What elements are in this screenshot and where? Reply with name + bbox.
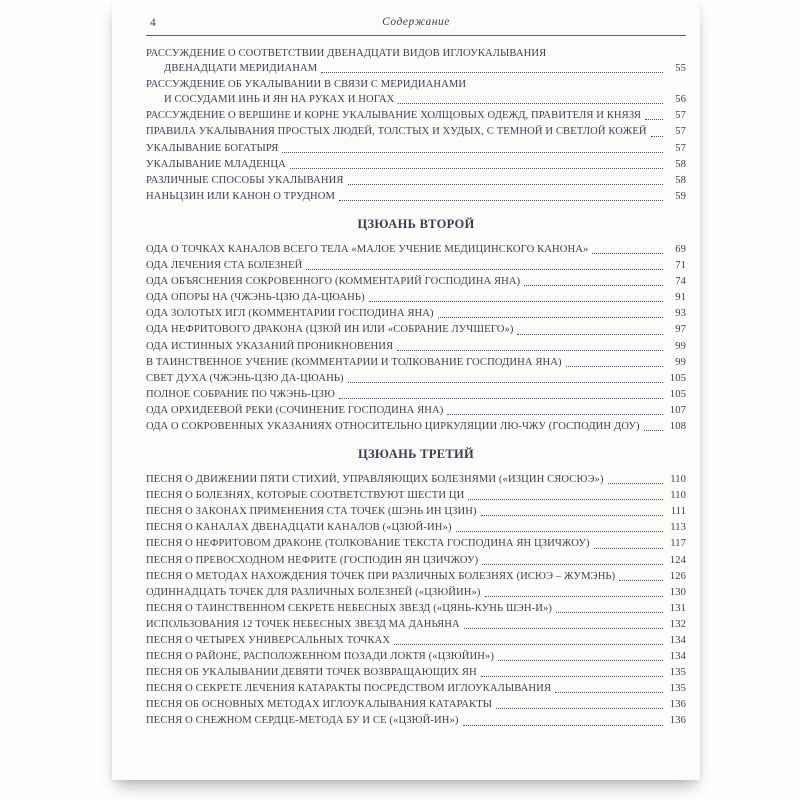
toc-entry-text: НАНЬЦЗИН ИЛИ КАНОН О ТРУДНОМ — [146, 190, 335, 202]
toc-entry-lastline — [146, 569, 686, 584]
toc-page-number: 93 — [675, 308, 686, 320]
dot-leader — [619, 580, 663, 581]
toc-entry-text: ПЕСНЯ О КАНАЛАХ ДВЕНАДЦАТИ КАНАЛОВ («ЦЗЮЙ-ИН») — [146, 522, 452, 534]
toc-entry-lastline — [146, 189, 686, 204]
toc-page-number: 124 — [669, 554, 686, 566]
toc-entry — [146, 242, 686, 257]
toc-entry — [146, 617, 686, 632]
toc-entry-lastline — [146, 290, 686, 305]
toc-entry-lastline — [146, 242, 686, 257]
dot-leader — [339, 398, 663, 399]
toc-entry-text: УКАЛЫВАНИЕ МЛАДЕНЦА — [146, 158, 286, 170]
toc-entry — [146, 258, 686, 273]
dot-leader — [348, 184, 663, 185]
dot-leader — [348, 382, 663, 383]
toc-page-number: 134 — [669, 635, 686, 646]
toc-entry — [146, 157, 686, 172]
toc-entry — [146, 173, 686, 188]
toc-entry — [146, 371, 686, 386]
dot-leader — [524, 285, 663, 286]
toc-entry-lastline — [146, 649, 686, 664]
toc-entry-text: ПЕСНЯ О ЧЕТЫРЕХ УНИВЕРСАЛЬНЫХ ТОЧКАХ — [146, 635, 391, 646]
toc-page-number: 57 — [675, 110, 686, 122]
toc-entry — [146, 189, 686, 204]
toc-entry — [146, 339, 686, 354]
toc-entry — [146, 355, 686, 370]
toc-entry — [146, 322, 686, 337]
toc-entry-lastline — [146, 713, 686, 728]
dot-leader — [608, 483, 663, 484]
toc-entry-lastline — [146, 306, 686, 321]
toc-entry — [146, 290, 686, 305]
toc-entry — [146, 585, 686, 600]
toc-entry-lastline — [146, 92, 686, 107]
toc-page-number: 91 — [675, 292, 686, 304]
toc-entry-text: ОДА НЕФРИТОВОГО ДРАКОНА (ЦЗЮЙ ИН ИЛИ «СОБРАНИЕ ЛУЧШЕГО») — [146, 324, 514, 336]
toc-entry — [146, 419, 686, 434]
toc-page-number: 117 — [670, 538, 686, 550]
toc-page-number: 71 — [675, 260, 686, 272]
toc-entry-lastline — [146, 371, 686, 386]
toc-page-number: 105 — [669, 372, 686, 384]
dot-leader — [463, 725, 664, 726]
toc-entry — [146, 569, 686, 584]
toc-entry-text: ИСПОЛЬЗОВАНИЯ 12 ТОЧЕК НЕБЕСНЫХ ЗВЕЗД МА ДАНЬЯНА — [146, 618, 460, 630]
toc-entry-text: ПЕСНЯ О СЕКРЕТЕ ЛЕЧЕНИЯ КАТАРАКТЫ ПОСРЕДСТВОМ ИГЛОУКАЛЫВАНИЯ — [146, 683, 552, 695]
toc-entry-lastline — [146, 419, 686, 434]
toc-entry — [146, 553, 686, 568]
toc-entry-lastline — [146, 633, 686, 648]
toc-entry-text: ОДА О ТОЧКАХ КАНАЛОВ ВСЕГО ТЕЛА «МАЛОЕ УЧЕНИЕ МЕДИЦИНСКОГО КАНОНА» — [146, 243, 589, 255]
toc-entry-lastline — [146, 520, 686, 535]
toc-entry-text: ПЕСНЯ О МЕТОДАХ НАХОЖДЕНИЯ ТОЧЕК ПРИ РАЗЛИЧНЫХ БОЛЕЗНЯХ (ИСЮЭ – ЖУМЭНЬ) — [146, 570, 616, 582]
toc-page-number: 107 — [669, 404, 686, 416]
toc-entry-lastline — [146, 61, 686, 76]
toc-entry-lastline — [146, 553, 686, 568]
toc-page-number: 111 — [670, 506, 686, 518]
toc-entry-lastline — [146, 157, 686, 172]
book-page — [112, 0, 700, 780]
toc-entry — [146, 601, 686, 616]
toc-entry-text: СВЕТ ДУХА (ЧЖЭНЬ-ЦЗЮ ДА-ЦЮАНЬ) — [146, 372, 344, 384]
toc-entry — [146, 520, 686, 535]
toc-entry-text: ОДИННАДЦАТЬ ТОЧЕК ДЛЯ РАЗЛИЧНЫХ БОЛЕЗНЕЙ («ЦЗЮЙИН») — [146, 586, 481, 598]
dot-leader — [566, 366, 663, 367]
toc-entry-lastline — [146, 601, 686, 616]
dot-leader — [339, 200, 663, 201]
toc-entry — [146, 713, 686, 728]
toc-entry-text: ОДА ОПОРЫ НА (ЧЖЭНЬ-ЦЗЮ ДА-ЦЮАНЬ) — [146, 292, 365, 304]
toc-entry-text: ОДА ИСТИННЫХ УКАЗАНИЙ ПРОНИКНОВЕНИЯ — [146, 340, 394, 352]
dot-leader — [464, 628, 663, 629]
toc-entry-text: И СОСУДАМИ ИНЬ И ЯН НА РУКАХ И НОГАХ — [164, 94, 395, 106]
toc-entry — [146, 649, 686, 664]
dot-leader — [485, 596, 663, 597]
toc-page-number: 136 — [669, 715, 686, 727]
dot-leader — [438, 317, 663, 318]
dot-leader — [447, 414, 663, 415]
toc-page-number: 113 — [670, 522, 686, 534]
toc-page-number: 58 — [675, 174, 686, 186]
toc-entry-lastline — [146, 124, 686, 139]
toc-entry-text: ПРАВИЛА УКАЛЫВАНИЯ ПРОСТЫХ ЛЮДЕЙ, ТОЛСТЫХ И ХУДЫХ, С ТЕМНОЙ И СВЕТЛОЙ КОЖЕЙ — [146, 126, 647, 138]
header-rule — [146, 35, 686, 36]
toc-entry-text: ПЕСНЯ О НЕФРИТОВОМ ДРАКОНЕ (ТОЛКОВАНИЕ ТЕКСТА ГОСПОДИНА ЯН ЦЗИЧЖОУ) — [146, 538, 590, 550]
toc-entry — [146, 124, 686, 139]
toc-entry — [146, 681, 686, 696]
toc-entry — [146, 697, 686, 712]
section-heading: ЦЗЮАНЬ ТРЕТИЙ — [357, 447, 475, 462]
toc-entry-text: ПЕСНЯ О ТАИНСТВЕННОМ СЕКРЕТЕ НЕБЕСНЫХ ЗВЕЗД («ЦЯНЬ-КУНЬ ШЭН-И») — [146, 602, 553, 614]
toc-entry-text: ОДА ЗОЛОТЫХ ИГЛ (КОММЕНТАРИИ ГОСПОДИНА ЯНА) — [146, 308, 434, 320]
toc-entry-text: ПОЛНОЕ СОБРАНИЕ ПО ЧЖЭНЬ-ЦЗЮ — [146, 388, 336, 400]
toc-page-number: 110 — [670, 490, 686, 502]
running-title: Содержание — [382, 16, 450, 28]
toc-entry — [146, 488, 686, 503]
toc-entry — [146, 274, 686, 289]
toc-page-number: 74 — [675, 276, 686, 288]
dot-leader — [397, 350, 663, 351]
toc-entry-lastline — [146, 339, 686, 354]
toc-page-number: 105 — [669, 388, 686, 400]
toc-entry-lastline — [146, 488, 686, 503]
toc-entry — [146, 403, 686, 418]
dot-leader — [594, 548, 663, 549]
toc-entry-text: ОДА ОБЪЯСНЕНИЯ СОКРОВЕННОГО (КОММЕНТАРИЙ ГОСПОДИНА ЯНА) — [146, 276, 521, 288]
toc-entry-lastline — [146, 274, 686, 289]
dot-leader — [369, 301, 663, 302]
toc-page-number: 136 — [669, 699, 686, 711]
toc-page-number: 69 — [675, 243, 686, 255]
toc-page-number: 135 — [669, 667, 686, 679]
dot-leader — [592, 253, 663, 254]
toc-entry-lastline — [146, 585, 686, 600]
toc-entry-text: РАЗЛИЧНЫЕ СПОСОБЫ УКАЛЫВАНИЯ — [146, 174, 344, 186]
dot-leader — [645, 119, 663, 120]
dot-leader — [644, 430, 663, 431]
dot-leader — [394, 644, 663, 645]
toc-entry-lastline — [146, 403, 686, 418]
toc-entry-text: ПЕСНЯ О СНЕЖНОМ СЕРДЦЕ-МЕТОДА БУ И СЕ («ЦЗЮЙ-ИН») — [146, 715, 459, 727]
dot-leader — [517, 334, 663, 335]
toc-entry-lastline — [146, 173, 686, 188]
toc-page-number: 57 — [675, 126, 686, 138]
dot-leader — [556, 612, 663, 613]
toc-entry-text: РАССУЖДЕНИЕ О СООТВЕТСТВИИ ДВЕНАДЦАТИ ВИДОВ ИГЛОУКАЛЫВАНИЯ — [146, 48, 547, 59]
toc-page-number: 58 — [675, 158, 686, 170]
toc-entry-text: ПЕСНЯ О РАЙОНЕ, РАСПОЛОЖЕННОМ ПОЗАДИ ЛОКТЯ («ЦЗЮЙИН») — [146, 651, 495, 663]
dot-leader — [290, 168, 663, 169]
section-heading: ЦЗЮАНЬ ВТОРОЙ — [357, 216, 475, 231]
toc-page-number: 59 — [675, 190, 686, 202]
toc-entry-text: ПЕСНЯ ОБ ОСНОВНЫХ МЕТОДАХ ИГЛОУКАЛЫВАНИЯ КАТАРАКТЫ — [146, 699, 493, 711]
toc-page-number: 131 — [669, 602, 686, 614]
toc-entry-lastline — [146, 472, 686, 487]
dot-leader — [468, 499, 663, 500]
toc-entry-lastline — [146, 536, 686, 551]
dot-leader — [651, 136, 663, 137]
toc-page-number: 132 — [669, 618, 686, 630]
running-head — [146, 16, 686, 32]
toc-page-number: 108 — [669, 420, 686, 432]
toc-page-number: 99 — [675, 356, 686, 368]
toc-entry-text: ПЕСНЯ О ДВИЖЕНИИ ПЯТИ СТИХИЙ, УПРАВЛЯЮЩИХ БОЛЕЗНЯМИ («ИЗЦИН СЯОСЮЭ») — [146, 474, 604, 486]
dot-leader — [482, 564, 663, 565]
toc-entry — [146, 633, 686, 648]
toc-entry-text: В ТАИНСТВЕННОЕ УЧЕНИЕ (КОММЕНТАРИИ И ТОЛКОВАНИЕ ГОСПОДИНА ЯНА) — [146, 356, 562, 368]
toc-entry-text: ПЕСНЯ ОБ УКАЛЫВАНИИ ДЕВЯТИ ТОЧЕК ВОЗВРАЩАЮЩИХ ЯН — [146, 667, 477, 679]
toc-entry-lastline — [146, 504, 686, 519]
toc-entry — [146, 108, 686, 123]
toc-page-number: 56 — [675, 94, 686, 106]
toc-entry-text: ПЕСНЯ О ЗАКОНАХ ПРИМЕНЕНИЯ СТА ТОЧЕК (ШЭНЬ ИН ЦЗИН) — [146, 506, 477, 518]
toc-entry — [146, 504, 686, 519]
toc-page-number: 126 — [669, 570, 686, 582]
dot-leader — [456, 531, 663, 532]
toc-page-number: 130 — [669, 586, 686, 598]
toc-entry-lastline — [146, 665, 686, 680]
toc-entry — [146, 536, 686, 551]
toc-entry — [146, 665, 686, 680]
toc-page-number: 97 — [675, 324, 686, 336]
dot-leader — [282, 152, 663, 153]
dot-leader — [555, 692, 663, 693]
toc-entry-lastline — [146, 141, 686, 156]
toc-entry-lastline — [146, 681, 686, 696]
toc-entry-text: ПЕСНЯ О ПРЕВОСХОДНОМ НЕФРИТЕ (ГОСПОДИН ЯН ЦЗИЧЖОУ) — [146, 554, 479, 566]
dot-leader — [481, 676, 663, 677]
toc-entry-lastline — [146, 258, 686, 273]
toc-entry-text: УКАЛЫВАНИЕ БОГАТЫРЯ — [146, 142, 279, 154]
toc-entry — [146, 46, 686, 76]
toc-page-number: 135 — [669, 683, 686, 695]
toc-entry-lastline — [146, 617, 686, 632]
dot-leader — [321, 72, 663, 73]
table-of-contents — [146, 46, 686, 729]
toc-entry-lastline — [146, 322, 686, 337]
dot-leader — [498, 660, 663, 661]
toc-page-number: 57 — [675, 142, 686, 154]
toc-entry — [146, 387, 686, 402]
toc-entry-text: ОДА ЛЕЧЕНИЯ СТА БОЛЕЗНЕЙ — [146, 260, 303, 272]
toc-entry-text: ОДА ОРХИДЕЕВОЙ РЕКИ (СОЧИНЕНИЕ ГОСПОДИНА ЯНА) — [146, 404, 444, 416]
toc-entry-text: ДВЕНАДЦАТИ МЕРИДИАНАМ — [164, 63, 318, 75]
page-number: 4 — [150, 17, 156, 29]
toc-entry-text: РАССУЖДЕНИЕ ОБ УКАЛЫВАНИИ В СВЯЗИ С МЕРИДИАНАМИ — [146, 79, 467, 91]
toc-entry-text: ОДА О СОКРОВЕННЫХ УКАЗАНИЯХ ОТНОСИТЕЛЬНО ЦИРКУЛЯЦИИ ЛЮ-ЧЖУ (ГОСПОДИН ДОУ) — [146, 420, 640, 432]
toc-entry — [146, 472, 686, 487]
dot-leader — [481, 515, 663, 516]
toc-entry-text: ПЕСНЯ О БОЛЕЗНЯХ, КОТОРЫЕ СООТВЕТСТВУЮТ ШЕСТИ ЦИ — [146, 490, 465, 502]
toc-entry-text: РАССУЖДЕНИЕ О ВЕРШИНЕ И КОРНЕ УКАЛЫВАНИЕ ХОЛЩОВЫХ ОДЕЖД, ПРАВИТЕЛЯ И КНЯЗЯ — [146, 110, 642, 122]
toc-entry-lastline — [146, 387, 686, 402]
toc-page-number: 55 — [675, 63, 686, 75]
dot-leader — [496, 708, 663, 709]
toc-entry — [146, 77, 686, 107]
toc-entry-lastline — [146, 108, 686, 123]
toc-entry — [146, 306, 686, 321]
toc-page-number: 110 — [670, 474, 686, 486]
dot-leader — [398, 103, 663, 104]
toc-page-number: 99 — [675, 340, 686, 352]
toc-entry-lastline — [146, 697, 686, 712]
toc-entry — [146, 141, 686, 156]
toc-entry-lastline — [146, 355, 686, 370]
dot-leader — [306, 269, 663, 270]
toc-page-number: 134 — [669, 651, 686, 663]
